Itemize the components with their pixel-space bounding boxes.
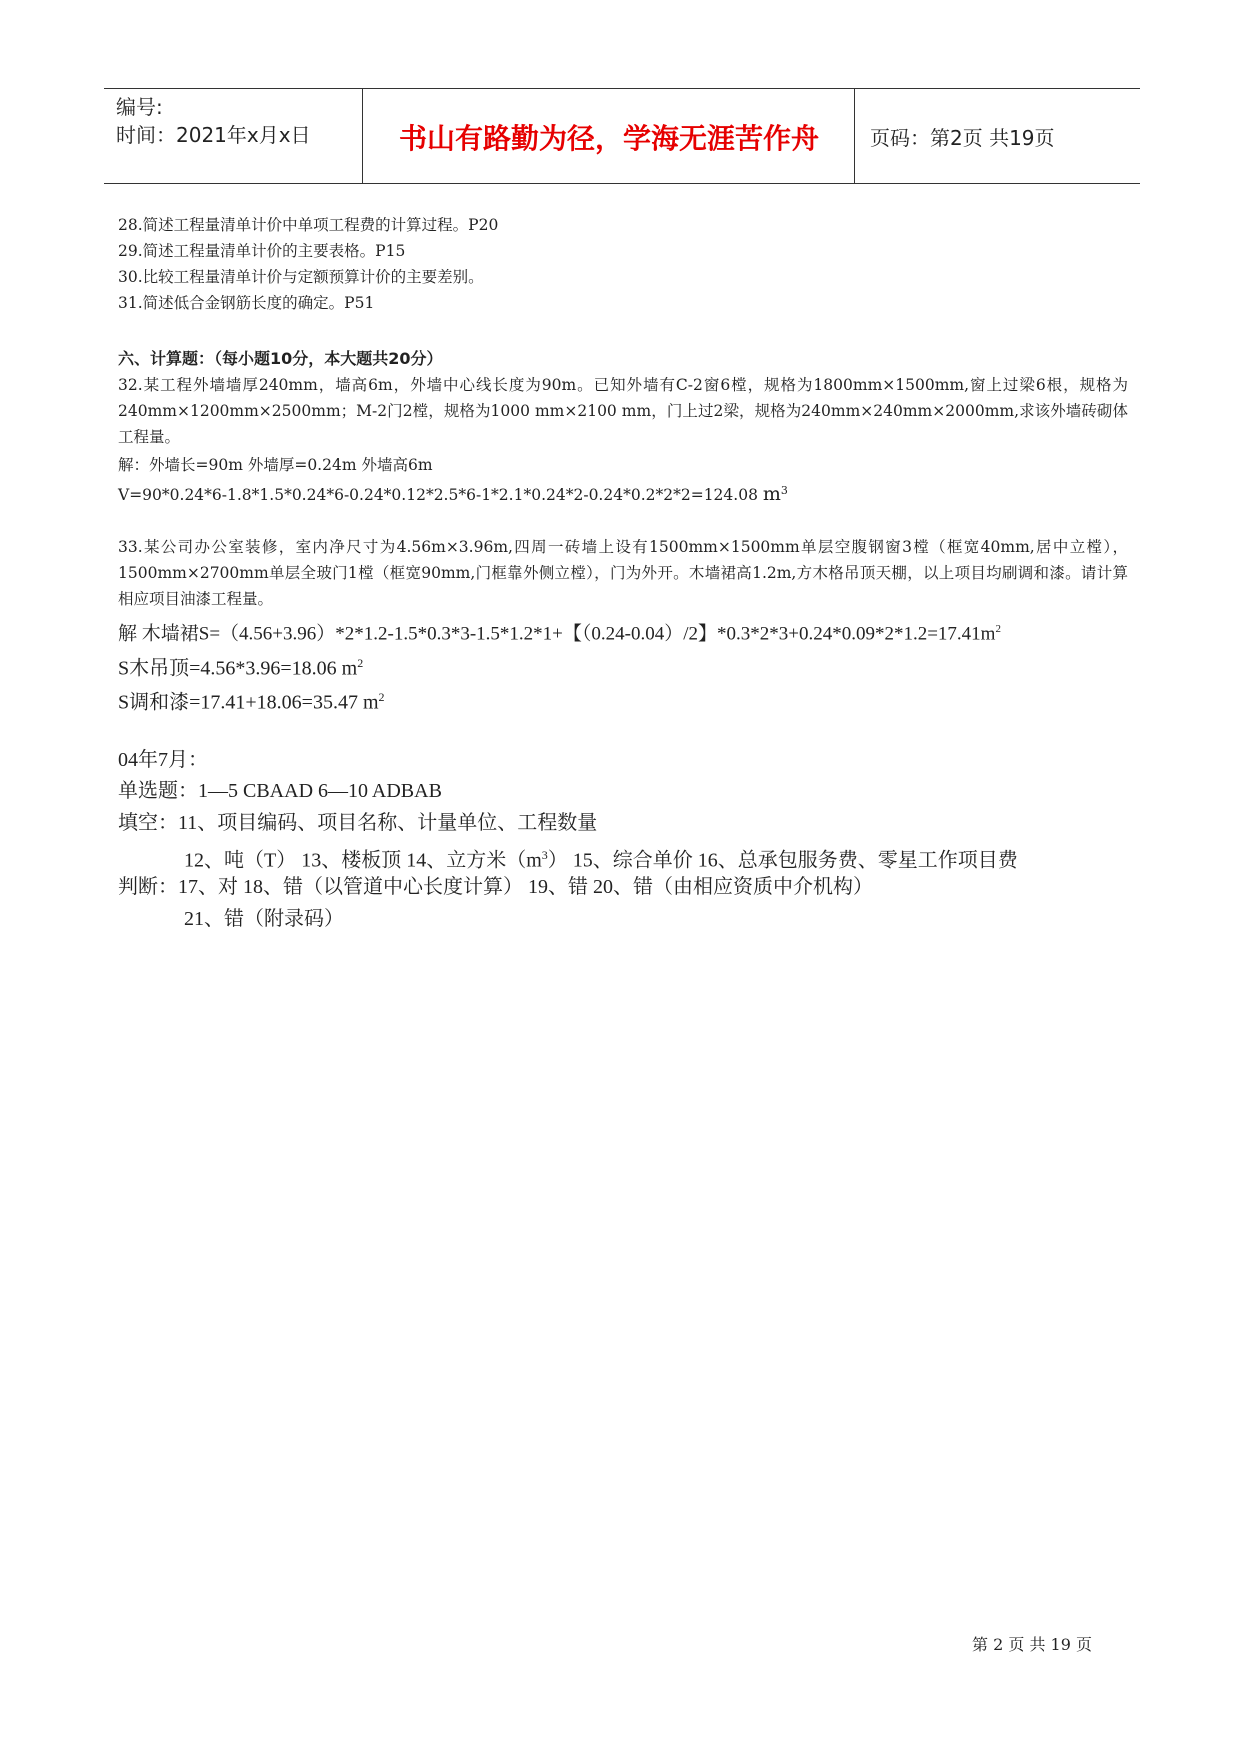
fill-blank-2a: 12、吨（T） 13、楼板顶 14、立方米（m bbox=[184, 849, 542, 872]
serial-label: 编号: bbox=[116, 95, 163, 119]
page-footer: 第 2 页 共 19 页 bbox=[972, 1635, 1092, 1654]
answers-judge-2: 21、错（附录码） bbox=[184, 908, 344, 930]
q33-exp-1: 2 bbox=[995, 623, 1001, 635]
q33-formula-paint: S调和漆=17.41+18.06=35.47 m bbox=[118, 691, 379, 714]
fill-blank-2c: ） 15、综合单价 16、总承包服务费、零星工作项目费 bbox=[547, 849, 1018, 872]
answers-fill-blank-1: 填空：11、项目编码、项目名称、计量单位、工程数量 bbox=[118, 812, 598, 834]
answers-judge-1: 判断：17、对 18、错（以管道中心长度计算） 19、错 20、错（由相应资质中介机构） bbox=[118, 876, 873, 898]
answers-single-choice: 单选题：1—5 CBAAD 6—10 ADBAB bbox=[118, 780, 442, 802]
question-32: 32.某工程外墙墙厚240mm，墙高6m，外墙中心线长度为90m。已知外墙有C-2窗6樘，规格为1800mm×1500mm,窗上过梁6根，规格为240mm×1200mm×2500mm；M-2门2樘，规格为1000 mm×2100 mm，门上过2梁，规格为240mm×240mm×2000mm,求该外墙砖砌体工程量。 bbox=[118, 376, 1128, 446]
header-page-label: 页码：第2页 共19页 bbox=[870, 126, 1055, 150]
q32-unit: m bbox=[762, 483, 781, 506]
q32-formula: V=90*0.24*6-1.8*1.5*0.24*6-0.24*0.12*2.5*6-1*2.1*0.24*2-0.24*0.2*2*2=124.08 bbox=[118, 486, 758, 505]
answers-date: 04年7月： bbox=[118, 749, 208, 771]
answers-fill-blank-2 bbox=[184, 840, 1018, 876]
fill-blank-exponent: 3 bbox=[541, 848, 548, 862]
q33-solution-line2 bbox=[118, 648, 363, 684]
q33-formula-ceiling: S木吊顶=4.56*3.96=18.06 m bbox=[118, 657, 358, 680]
section-title: 六、计算题：（每小题10分，本大题共20分） bbox=[118, 349, 443, 368]
header-divider-right bbox=[854, 89, 855, 183]
question-33: 33.某公司办公室装修，室内净尺寸为4.56m×3.96m,四周一砖墙上设有1500mm×1500mm单层空腹钢窗3樘（框宽40mm,居中立樘），1500mm×2700mm单层全玻门1樘（框宽90mm,门框靠外侧立樘），门为外开。木墙裙高1.2m,方木格吊顶天棚，以上项目均刷调和漆。请计算相应项目油漆工程量。 bbox=[118, 538, 1128, 608]
q33-solution-line1 bbox=[118, 614, 1001, 649]
q33-solution-line3 bbox=[118, 682, 385, 718]
q33-formula-wainscot: 解 木墙裙S=（4.56+3.96）*2*1.2-1.5*0.3*3-1.5*1.2*1+【（0.24-0.04）/2】*0.3*2*3+0.24*0.09*2*1.2=17.41m bbox=[118, 623, 996, 645]
q33-exp-3: 2 bbox=[378, 690, 385, 704]
question-30: 30.比较工程量清单计价与定额预算计价的主要差别。 bbox=[118, 268, 484, 286]
question-29: 29.简述工程量清单计价的主要表格。P15 bbox=[118, 242, 406, 260]
q32-solution-line1: 解：外墙长=90m 外墙厚=0.24m 外墙高6m bbox=[118, 456, 433, 474]
question-31: 31.简述低合金钢筋长度的确定。P51 bbox=[118, 294, 375, 312]
time-label: 时间：2021年x月x日 bbox=[116, 123, 311, 147]
page-header bbox=[104, 88, 1140, 184]
header-divider-left bbox=[362, 89, 363, 183]
header-motto: 书山有路勤为径，学海无涯苦作舟 bbox=[398, 122, 819, 155]
q32-solution-line2 bbox=[118, 478, 788, 508]
header-meta bbox=[116, 93, 311, 149]
q32-unit-exponent: 3 bbox=[780, 484, 788, 497]
question-28: 28.简述工程量清单计价中单项工程费的计算过程。P20 bbox=[118, 216, 499, 234]
q33-exp-2: 2 bbox=[357, 656, 364, 670]
